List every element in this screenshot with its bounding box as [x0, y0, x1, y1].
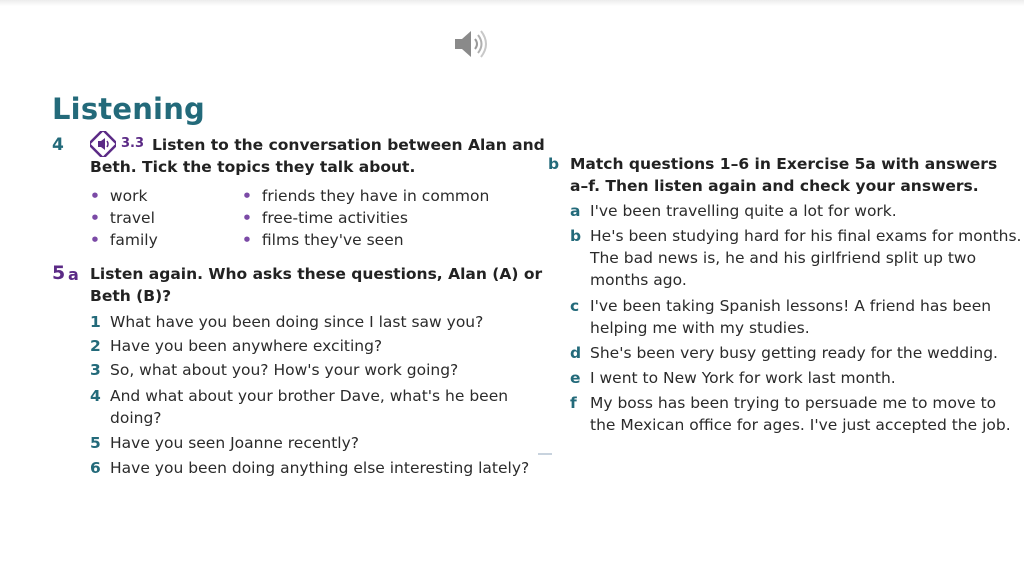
exercise-5a-instruction-line1: Listen again. Who asks these questions, Alan (A) or	[90, 265, 543, 283]
topic-item: • free-time activities	[242, 209, 408, 227]
exercise-4-number: 4	[52, 135, 64, 155]
answer-item: b He's been studying hard for his final exams for months.	[570, 227, 1022, 245]
answer-item: a I've been travelling quite a lot for work.	[570, 202, 897, 220]
answer-item-continuation: The bad news is, he and his girlfriend split up two	[590, 249, 977, 267]
topic-item: • family	[90, 231, 158, 249]
answer-item: f My boss has been trying to persuade me to move to	[570, 394, 997, 412]
exercise-5a-instruction-line2: Beth (B)?	[90, 287, 172, 305]
topic-item: • films they've seen	[242, 231, 404, 249]
top-bar	[0, 0, 1024, 6]
topic-item: • work	[90, 187, 148, 205]
answer-item: e I went to New York for work last month.	[570, 369, 896, 387]
answer-item-continuation: months ago.	[590, 271, 687, 289]
question-item: 5 Have you seen Joanne recently?	[90, 434, 359, 452]
exercise-4-instruction-line1: Listen to the conversation between Alan and	[152, 136, 545, 154]
question-item: 1 What have you been doing since I last saw you?	[90, 313, 484, 331]
topic-item: • friends they have in common	[242, 187, 490, 205]
topic-item: • travel	[90, 209, 155, 227]
audio-icon[interactable]	[90, 131, 116, 157]
exercise-4-instruction-line2: Beth. Tick the topics they talk about.	[90, 158, 416, 176]
question-item: 6 Have you been doing anything else interesting lately?	[90, 459, 530, 477]
page-title: Listening	[52, 92, 206, 126]
answer-item-continuation: helping me with my studies.	[590, 319, 810, 337]
question-item: 2 Have you been anywhere exciting?	[90, 337, 383, 355]
track-number: 3.3	[121, 136, 145, 151]
question-item: 3 So, what about you? How's your work going?	[90, 361, 459, 379]
answer-item-continuation: the Mexican office for ages. I've just accepted the job.	[590, 416, 1011, 434]
exercise-5-number: 5	[52, 262, 66, 284]
question-item: 4 And what about your brother Dave, what's he been	[90, 387, 509, 405]
answer-item: c I've been taking Spanish lessons! A friend has been	[570, 297, 992, 315]
answer-item: d She's been very busy getting ready for the wedding.	[570, 344, 998, 362]
question-item-continuation: doing?	[110, 409, 162, 427]
divider	[538, 453, 552, 455]
exercise-5b-label: b	[548, 155, 560, 173]
exercise-5a-label: a	[68, 265, 79, 284]
exercise-5b-instruction-line1: Match questions 1–6 in Exercise 5a with answers	[570, 155, 998, 173]
exercise-5b-instruction-line2: a–f. Then listen again and check your answers.	[570, 177, 979, 195]
speaker-icon[interactable]	[452, 28, 490, 60]
